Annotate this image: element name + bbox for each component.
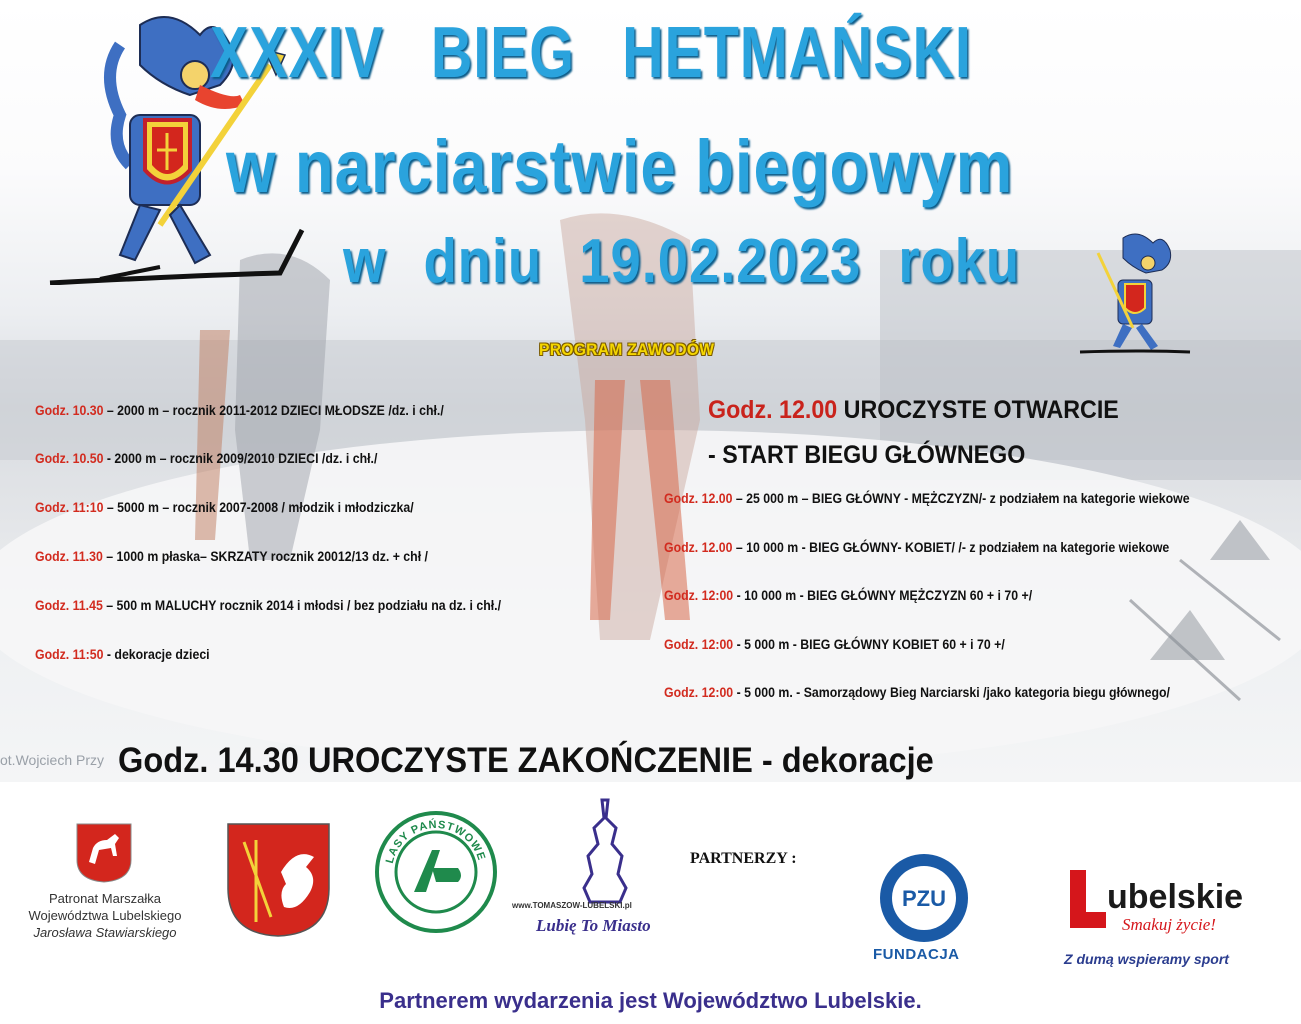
- schedule-time: Godz. 10.50: [35, 450, 104, 466]
- hetman-skier-mascot-small: [1078, 228, 1193, 358]
- schedule-desc: - 5 000 m. - Samorządowy Bieg Narciarski /jako kategoria biegu głównego/: [733, 684, 1170, 700]
- patron-text: [15, 890, 195, 941]
- lasy-label: LASY PAŃSTWOWE: [383, 818, 488, 865]
- schedule-row-left: [35, 499, 414, 515]
- schedule-desc: – 1000 m płaska– SKRZATY rocznik 20012/13 dz. + chł /: [102, 548, 428, 564]
- schedule-row-left: [35, 402, 444, 418]
- title-line-2: w narciarstwie biegowym: [226, 125, 1014, 208]
- schedule-time: Godz. 11:10: [35, 499, 104, 515]
- lubelskie-tagline: Z dumą wspieramy sport: [1064, 951, 1229, 967]
- title-line-3: w dniu 19.02.2023 roku: [343, 227, 1021, 296]
- tomaszow-crest-icon: [226, 822, 331, 938]
- main-start-heading: [708, 396, 1119, 425]
- closing-ceremony: Godz. 14.30 UROCZYSTE ZAKOŃCZENIE - dekoracje: [118, 741, 934, 780]
- partner-note: Partnerem wydarzenia jest Województwo Lubelskie.: [379, 988, 922, 1013]
- schedule-desc: – 25 000 m – BIEG GŁÓWNY - MĘŻCZYZN/- z podziałem na kategorie wiekowe: [732, 490, 1190, 506]
- schedule-desc: - 2000 m – rocznik 2009/2010 DZIECI /dz. i chł./: [103, 450, 378, 466]
- title-line-1: XXXIV BIEG HETMAŃSKI: [210, 13, 972, 93]
- lubelskie-slogan: Smakuj życie!: [1122, 915, 1216, 934]
- schedule-desc: – 5000 m – rocznik 2007-2008 / młodzik i młodziczka/: [103, 499, 414, 515]
- schedule-time: Godz. 12:00: [664, 636, 734, 652]
- lubelskie-name: ubelskie: [1107, 878, 1244, 916]
- schedule-row-left: [35, 597, 501, 613]
- lubelskie-l-logo-icon: [1066, 868, 1110, 932]
- schedule-row-right: [664, 490, 1190, 506]
- schedule-row-left: [35, 548, 428, 564]
- schedule-row-left: [35, 646, 210, 662]
- schedule-time: Godz. 12.00: [664, 490, 733, 506]
- main-start-time: Godz. 12.00: [708, 396, 838, 424]
- tomaszow-church-logo-icon: [560, 798, 650, 906]
- schedule-desc: – 500 m MALUCHY rocznik 2014 i młodsi / bez podziału na dz. i chł./: [102, 597, 502, 613]
- patron-line-3: Jarosława Stawiarskiego: [33, 925, 177, 940]
- schedule-desc: – 10 000 m - BIEG GŁÓWNY- KOBIET/ /- z podziałem na kategorie wiekowe: [732, 539, 1170, 555]
- main-start-subheading: - START BIEGU GŁÓWNEGO: [708, 441, 1026, 469]
- tomaszow-slogan: Lubię To Miasto: [536, 916, 651, 935]
- program-heading: PROGRAM ZAWODÓW: [539, 340, 715, 359]
- schedule-desc: - dekoracje dzieci: [103, 646, 210, 662]
- schedule-row-left: [35, 450, 377, 466]
- patron-line-1: Patronat Marszałka: [49, 891, 161, 906]
- pzu-logo-text: PZU: [902, 886, 946, 911]
- lubelskie-crest-icon: [75, 822, 133, 884]
- patron-line-2: Województwa Lubelskiego: [28, 908, 182, 923]
- schedule-row-right: [664, 684, 1170, 700]
- schedule-row-right: [664, 636, 1005, 652]
- tomaszow-url: www.TOMASZOW-LUBELSKI.pl: [512, 901, 632, 910]
- main-start-line1: UROCZYSTE OTWARCIE: [837, 396, 1119, 424]
- schedule-row-right: [664, 539, 1169, 555]
- schedule-time: Godz. 12:00: [664, 587, 734, 603]
- schedule-desc: – 2000 m – rocznik 2011-2012 DZIECI MŁODSZE /dz. i chł./: [103, 402, 444, 418]
- schedule-time: Godz. 10.30: [35, 402, 104, 418]
- schedule-desc: - 10 000 m - BIEG GŁÓWNY MĘŻCZYZN 60 + i 70 +/: [733, 587, 1033, 603]
- schedule-time: Godz. 11.30: [35, 548, 103, 564]
- schedule-time: Godz. 12.00: [664, 539, 733, 555]
- photo-credit: ot.Wojciech Przy: [0, 752, 104, 768]
- schedule-row-right: [664, 587, 1032, 603]
- pzu-logo-icon: [878, 852, 970, 944]
- lasy-panstwowe-logo-icon: [374, 810, 498, 934]
- schedule-time: Godz. 11:50: [35, 646, 104, 662]
- schedule-time: Godz. 11.45: [35, 597, 103, 613]
- schedule-time: Godz. 12:00: [664, 684, 734, 700]
- pzu-fundacja-label: FUNDACJA: [873, 946, 960, 963]
- partners-label: PARTNERZY :: [690, 850, 797, 867]
- schedule-desc: - 5 000 m - BIEG GŁÓWNY KOBIET 60 + i 70 +/: [733, 636, 1005, 652]
